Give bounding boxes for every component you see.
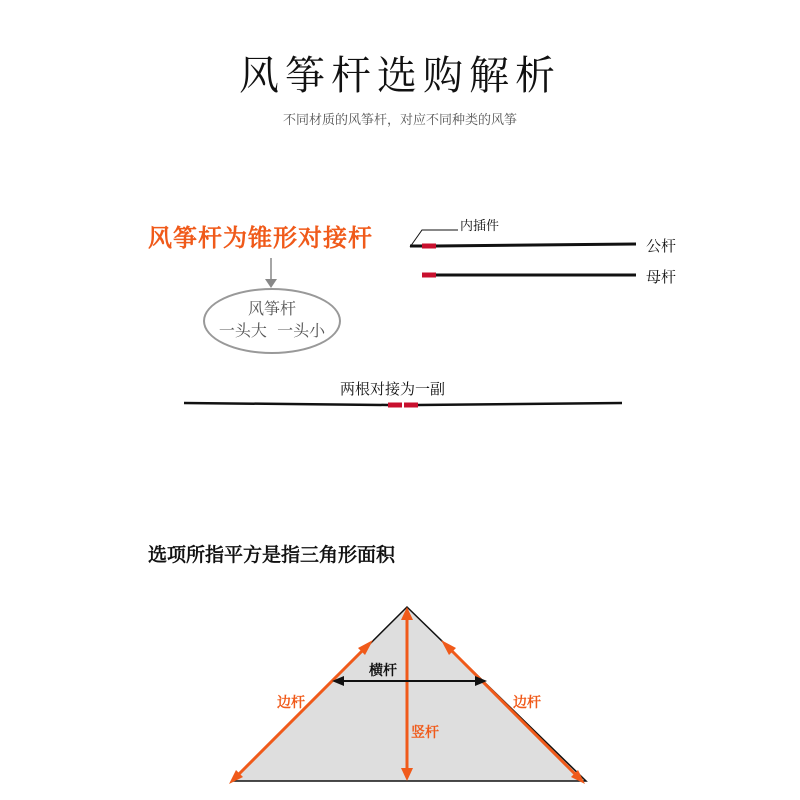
- joined-rod-right: [418, 403, 622, 405]
- left-side-rod-label: 边杆: [277, 695, 305, 711]
- vertical-rod-label: 竖杆: [411, 725, 439, 741]
- female-rod-label: 母杆: [646, 268, 677, 286]
- rod-shape-line2: 一头大 一头小: [218, 321, 326, 340]
- page-subtitle: 不同材质的风筝杆，对应不同种类的风筝: [282, 113, 517, 128]
- down-arrow-head: [265, 279, 277, 288]
- rod-shape-callout: [203, 288, 341, 354]
- page-title: 风筝杆选购解析: [239, 53, 561, 99]
- male-rod-label: 公杆: [646, 237, 677, 255]
- inner-part-label: 内插件: [460, 219, 500, 234]
- joined-rod-diagram: [184, 403, 622, 405]
- rod-shape-line1: 风筝杆: [247, 299, 296, 318]
- triangle-area-headline: 选项所指平方是指三角形面积: [148, 544, 396, 566]
- male-rod-body: [436, 244, 636, 246]
- right-side-rod-label: 边杆: [513, 695, 541, 711]
- tapered-rod-headline: 风筝杆为锥形对接杆: [148, 224, 373, 252]
- joined-pair-label: 两根对接为一副: [340, 380, 446, 398]
- joined-rod-left: [184, 403, 388, 405]
- male-rod-diagram: [410, 230, 636, 247]
- cross-rod-label: 横杆: [369, 663, 397, 679]
